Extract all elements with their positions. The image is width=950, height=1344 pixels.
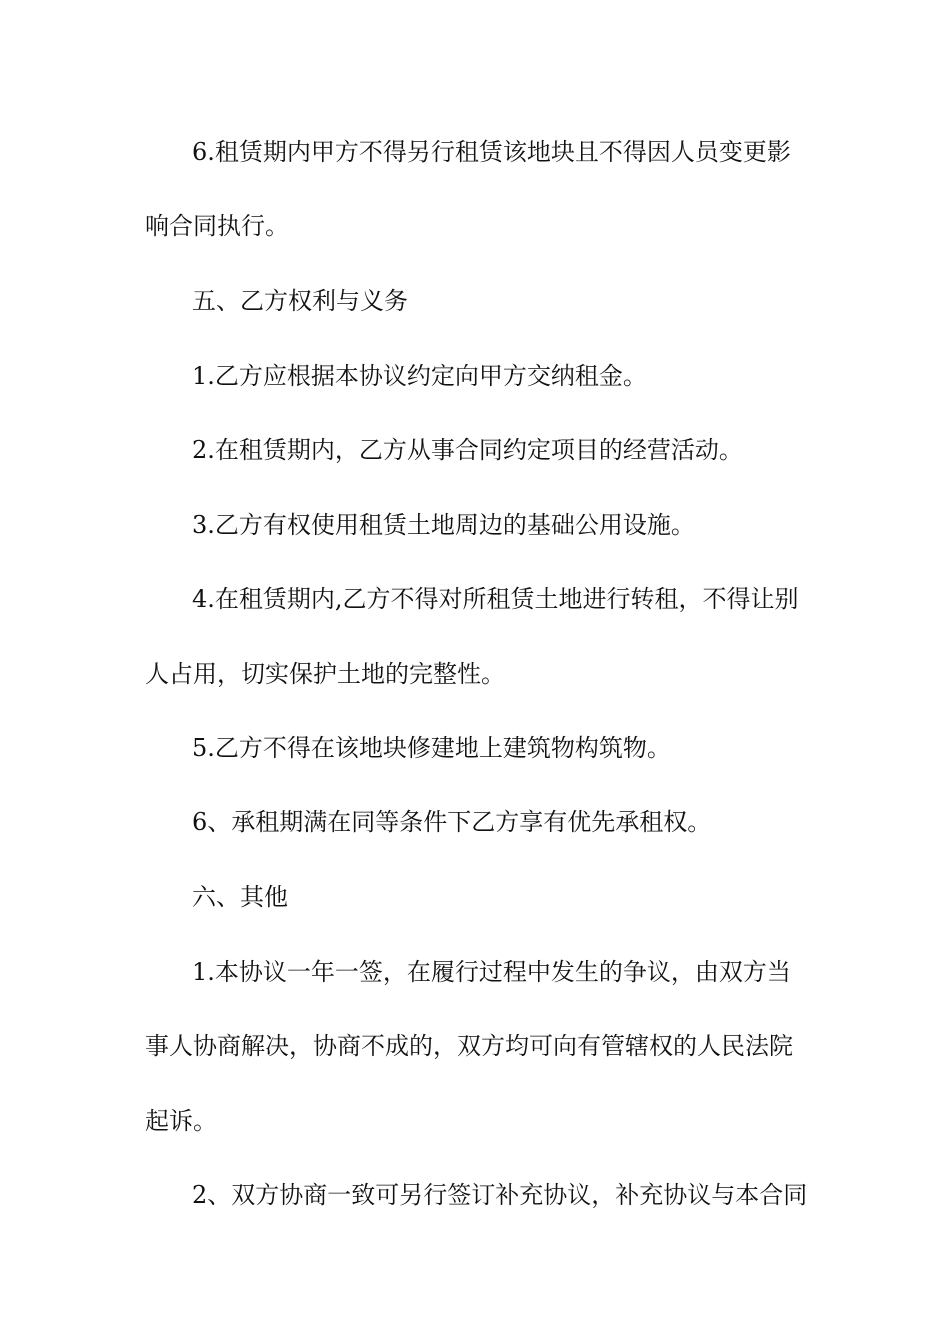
paragraph-line: 2、双方协商一致可另行签订补充协议，补充协议与本合同	[192, 1181, 808, 1209]
paragraph-line: 1.本协议一年一签，在履行过程中发生的争议，由双方当	[192, 958, 791, 986]
paragraph-line: 1.乙方应根据本协议约定向甲方交纳租金。	[192, 362, 647, 390]
paragraph-line: 6、承租期满在同等条件下乙方享有优先承租权。	[192, 808, 712, 836]
paragraph-line: 6.租赁期内甲方不得另行租赁该地块且不得因人员变更影	[192, 138, 791, 166]
paragraph-line: 4.在租赁期内,乙方不得对所租赁土地进行转租，不得让别	[192, 585, 799, 613]
paragraph-line: 事人协商解决，协商不成的，双方均可向有管辖权的人民法院	[145, 1032, 793, 1060]
paragraph-line: 响合同执行。	[145, 212, 289, 240]
paragraph-line: 人占用，切实保护土地的完整性。	[145, 660, 505, 688]
paragraph-line: 5.乙方不得在该地块修建地上建筑物构筑物。	[192, 734, 671, 762]
section-heading: 六、其他	[192, 883, 288, 911]
paragraph-line: 2.在租赁期内，乙方从事合同约定项目的经营活动。	[192, 436, 743, 464]
paragraph-line: 起诉。	[145, 1107, 217, 1135]
paragraph-line: 3.乙方有权使用租赁土地周边的基础公用设施。	[192, 511, 695, 539]
section-heading: 五、乙方权利与义务	[192, 287, 408, 315]
